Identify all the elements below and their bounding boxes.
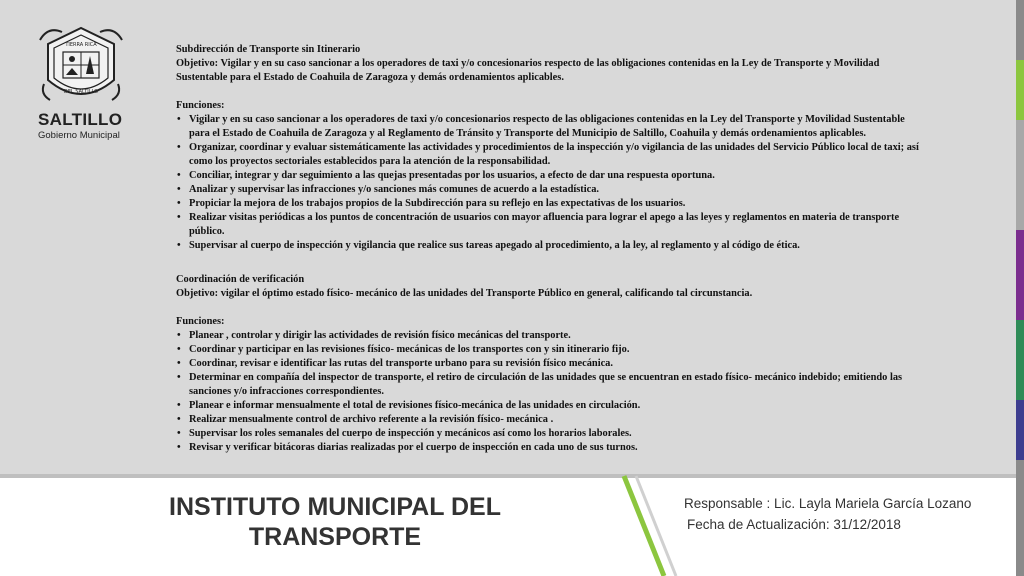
list-item: • Conciliar, integrar y dar seguimiento a las quejas presentadas por los usuarios, a efecto de dar una respuesta oportuna. <box>176 169 926 183</box>
institute-title: INSTITUTO MUNICIPAL DEL TRANSPORTE <box>169 493 501 551</box>
list-item: • Coordinar y participar en las revisiones físico- mecánicas de los transportes con y sin itinerario fijo. <box>176 343 926 357</box>
section1-heading: Subdirección de Transporte sin Itinerario <box>176 44 361 55</box>
section2-heading: Coordinación de verificación <box>176 274 305 285</box>
responsible-text: Responsable : Lic. Layla Mariela García Lozano <box>684 496 972 511</box>
logo-subtitle: Gobierno Municipal <box>38 130 120 141</box>
crest-text-top: TIERRA RICA <box>65 42 97 48</box>
list-item: • Realizar mensualmente control de archivo referente a la revisión físico- mecánica . <box>176 413 926 427</box>
section2-functions-label: Funciones: <box>176 316 225 327</box>
section2-objective: Objetivo: vigilar el óptimo estado físico- mecánico de las unidades del Transporte Público en general, calificando tal circunstancia. <box>176 288 753 299</box>
side-color-stripes <box>1016 0 1024 576</box>
footer-info <box>684 493 971 535</box>
list-item: • Determinar en compañía del inspector de transporte, el retiro de circulación de las unidades que se encuentran en estado físico- mecánico indebido; emitiendo las sanciones y/o infracciones correspondientes. <box>176 371 926 399</box>
list-item: • Vigilar y en su caso sancionar a los operadores de taxi y/o concesionarios respecto de las obligaciones contenidas en la Ley del Transporte y Movilidad Sustentable para el Estado de Coahuila de Zaragoza y al Reglamento de Tránsito y Transporte del Municipio de Saltillo, Coahuila y demás ordenamientos aplicables. <box>176 113 926 141</box>
list-item: • Realizar visitas periódicas a los puntos de concentración de usuarios con mayor afluencia para lograr el apego a las leyes y reglamentos en materia de transporte público. <box>176 211 926 239</box>
list-item: • Planear , controlar y dirigir las actividades de revisión físico mecánicas del transporte. <box>176 329 926 343</box>
list-item: • Analizar y supervisar las infracciones y/o sanciones más comunes de acuerdo a la estadística. <box>176 183 926 197</box>
list-item: • Organizar, coordinar y evaluar sistemáticamente las actividades y procedimientos de la inspección y/o vigilancia de las unidades del Servicio Público local de taxi; así como los proyectos sectoriales establecidos para la atención de la responsabilidad. <box>176 141 926 169</box>
list-item: • Coordinar, revisar e identificar las rutas del transporte urbano para su revisión físico mecánica. <box>176 357 926 371</box>
section1-objective: Objetivo: Vigilar y en su caso sancionar a los operadores de taxi y/o concesionarios respecto de las obligaciones contenidas en la Ley de Transporte y Movilidad Sustentable para el Estado de Coahuila de Zaragoza y demás ordenamientos aplicables. <box>176 58 880 83</box>
crest-text-bottom: DEL SALTILLO <box>63 89 99 95</box>
main-content <box>176 43 926 455</box>
logo-title: SALTILLO <box>38 110 123 129</box>
section1-functions-list <box>176 113 926 253</box>
list-item: • Supervisar al cuerpo de inspección y vigilancia que realice sus tareas apegado al procedimiento, a la ley, al reglamento y al código de ética. <box>176 239 926 253</box>
list-item: • Planear e informar mensualmente el total de revisiones físico-mecánica de las unidades en circulación. <box>176 399 926 413</box>
update-date-text: Fecha de Actualización: 31/12/2018 <box>687 517 901 532</box>
section1-functions-label: Funciones: <box>176 100 225 111</box>
list-item: • Propiciar la mejora de los trabajos propios de la Subdirección para su reflejo en las expectativas de los usuarios. <box>176 197 926 211</box>
list-item: • Supervisar los roles semanales del cuerpo de inspección y mecánicos así como los horarios laborales. <box>176 427 926 441</box>
section2-functions-list <box>176 329 926 455</box>
list-item: • Revisar y verificar bitácoras diarias realizadas por el cuerpo de inspección en cada uno de sus turnos. <box>176 441 926 455</box>
